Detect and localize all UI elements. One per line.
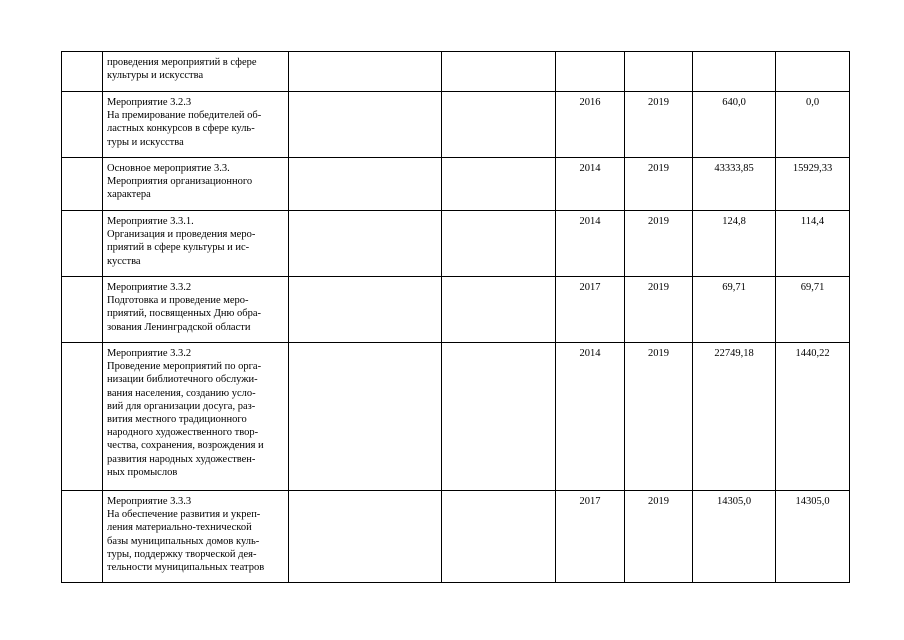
measure-name-line: Проведение мероприятий по орга-	[107, 361, 262, 373]
end-year-cell: 2019	[625, 211, 693, 277]
total-funding-cell: 43333,85	[693, 158, 776, 211]
start-year-cell: 2014	[556, 158, 625, 211]
total-funding-cell: 69,71	[693, 277, 776, 343]
measure-name-line: культуры и искусства	[107, 70, 204, 82]
measure-name-line: Мероприятие 3.3.3	[107, 496, 192, 507]
start-year-cell: 2017	[556, 491, 625, 583]
measure-name-cell	[103, 211, 289, 277]
result-cell	[442, 52, 556, 92]
result-cell	[442, 491, 556, 583]
index-cell	[62, 211, 103, 277]
measure-name-line: Подготовка и проведение меро-	[107, 295, 249, 307]
measure-name-line: базы муниципальных домов куль-	[107, 535, 260, 547]
executor-cell	[289, 52, 442, 92]
measure-name-line: Мероприятия организационного	[107, 176, 253, 188]
program-table	[61, 51, 850, 583]
table-row	[62, 491, 850, 583]
measure-name-cell	[103, 343, 289, 491]
measure-name-line: чества, сохранения, возрождения и	[107, 440, 264, 452]
measure-name-cell	[103, 52, 289, 92]
measure-name-line: вий для организации досуга, раз-	[107, 400, 256, 412]
table-row	[62, 343, 850, 491]
total-funding-cell	[693, 52, 776, 92]
start-year-cell: 2014	[556, 211, 625, 277]
result-cell	[442, 92, 556, 158]
measure-name-line: характера	[107, 189, 151, 201]
result-cell	[442, 158, 556, 211]
start-year-cell: 2017	[556, 277, 625, 343]
end-year-cell: 2019	[625, 491, 693, 583]
executor-cell	[289, 343, 442, 491]
executor-cell	[289, 211, 442, 277]
measure-name-line: На премирование победителей об-	[107, 110, 262, 122]
total-funding-cell: 14305,0	[693, 491, 776, 583]
measure-name-cell	[103, 491, 289, 583]
measure-name-line: приятий в сфере культуры и ис-	[107, 242, 250, 254]
index-cell	[62, 158, 103, 211]
measure-name-line: приятий, посвященных Дню обра-	[107, 308, 261, 320]
measure-name-line: На обеспечение развития и укреп-	[107, 509, 261, 521]
funding-amount-cell: 0,0	[776, 92, 850, 158]
executor-cell	[289, 158, 442, 211]
measure-name-line: народного художественного твор-	[107, 427, 259, 439]
funding-amount-cell: 14305,0	[776, 491, 850, 583]
measure-name-cell	[103, 158, 289, 211]
measure-name-line: Мероприятие 3.3.1.	[107, 216, 194, 227]
result-cell	[442, 343, 556, 491]
funding-amount-cell: 15929,33	[776, 158, 850, 211]
measure-name-line: Организация и проведения меро-	[107, 229, 256, 241]
measure-name-line: низации библиотечного обслужи-	[107, 374, 258, 386]
measure-name-line: проведения мероприятий в сфере	[107, 57, 257, 68]
end-year-cell: 2019	[625, 158, 693, 211]
measure-name-line: развития народных художествен-	[107, 453, 256, 465]
index-cell	[62, 52, 103, 92]
table-row	[62, 211, 850, 277]
total-funding-cell: 640,0	[693, 92, 776, 158]
index-cell	[62, 277, 103, 343]
start-year-cell: 2014	[556, 343, 625, 491]
measure-name-line: туры, поддержку творческой дея-	[107, 548, 257, 560]
end-year-cell: 2019	[625, 277, 693, 343]
measure-name-line: ластных конкурсов в сфере куль-	[107, 123, 255, 135]
table-row	[62, 52, 850, 92]
measure-name-line: зования Ленинградской области	[107, 321, 251, 333]
end-year-cell	[625, 52, 693, 92]
end-year-cell: 2019	[625, 343, 693, 491]
measure-name-line: Основное мероприятие 3.3.	[107, 163, 230, 174]
funding-amount-cell: 1440,22	[776, 343, 850, 491]
measure-name-line: вития местного традиционного	[107, 414, 247, 426]
measure-name-line: Мероприятие 3.2.3	[107, 97, 192, 108]
measure-name-line: туры и искусства	[107, 136, 184, 148]
funding-amount-cell	[776, 52, 850, 92]
result-cell	[442, 211, 556, 277]
funding-amount-cell: 114,4	[776, 211, 850, 277]
executor-cell	[289, 277, 442, 343]
index-cell	[62, 491, 103, 583]
measure-name-line: Мероприятие 3.3.2	[107, 348, 192, 359]
measure-name-cell	[103, 92, 289, 158]
start-year-cell	[556, 52, 625, 92]
measure-name-line: Мероприятие 3.3.2	[107, 282, 192, 293]
total-funding-cell: 124,8	[693, 211, 776, 277]
measure-name-line: ления материально-технической	[107, 522, 252, 534]
table-row	[62, 277, 850, 343]
end-year-cell: 2019	[625, 92, 693, 158]
index-cell	[62, 343, 103, 491]
result-cell	[442, 277, 556, 343]
total-funding-cell: 22749,18	[693, 343, 776, 491]
executor-cell	[289, 92, 442, 158]
executor-cell	[289, 491, 442, 583]
table-row	[62, 92, 850, 158]
measure-name-line: тельности муниципальных театров	[107, 562, 265, 574]
funding-amount-cell: 69,71	[776, 277, 850, 343]
measure-name-line: кусства	[107, 255, 141, 267]
measure-name-cell	[103, 277, 289, 343]
index-cell	[62, 92, 103, 158]
table-body	[62, 52, 850, 583]
measure-name-line: вания населения, созданию усло-	[107, 387, 256, 399]
start-year-cell: 2016	[556, 92, 625, 158]
measure-name-line: ных промыслов	[107, 466, 178, 478]
table-row	[62, 158, 850, 211]
